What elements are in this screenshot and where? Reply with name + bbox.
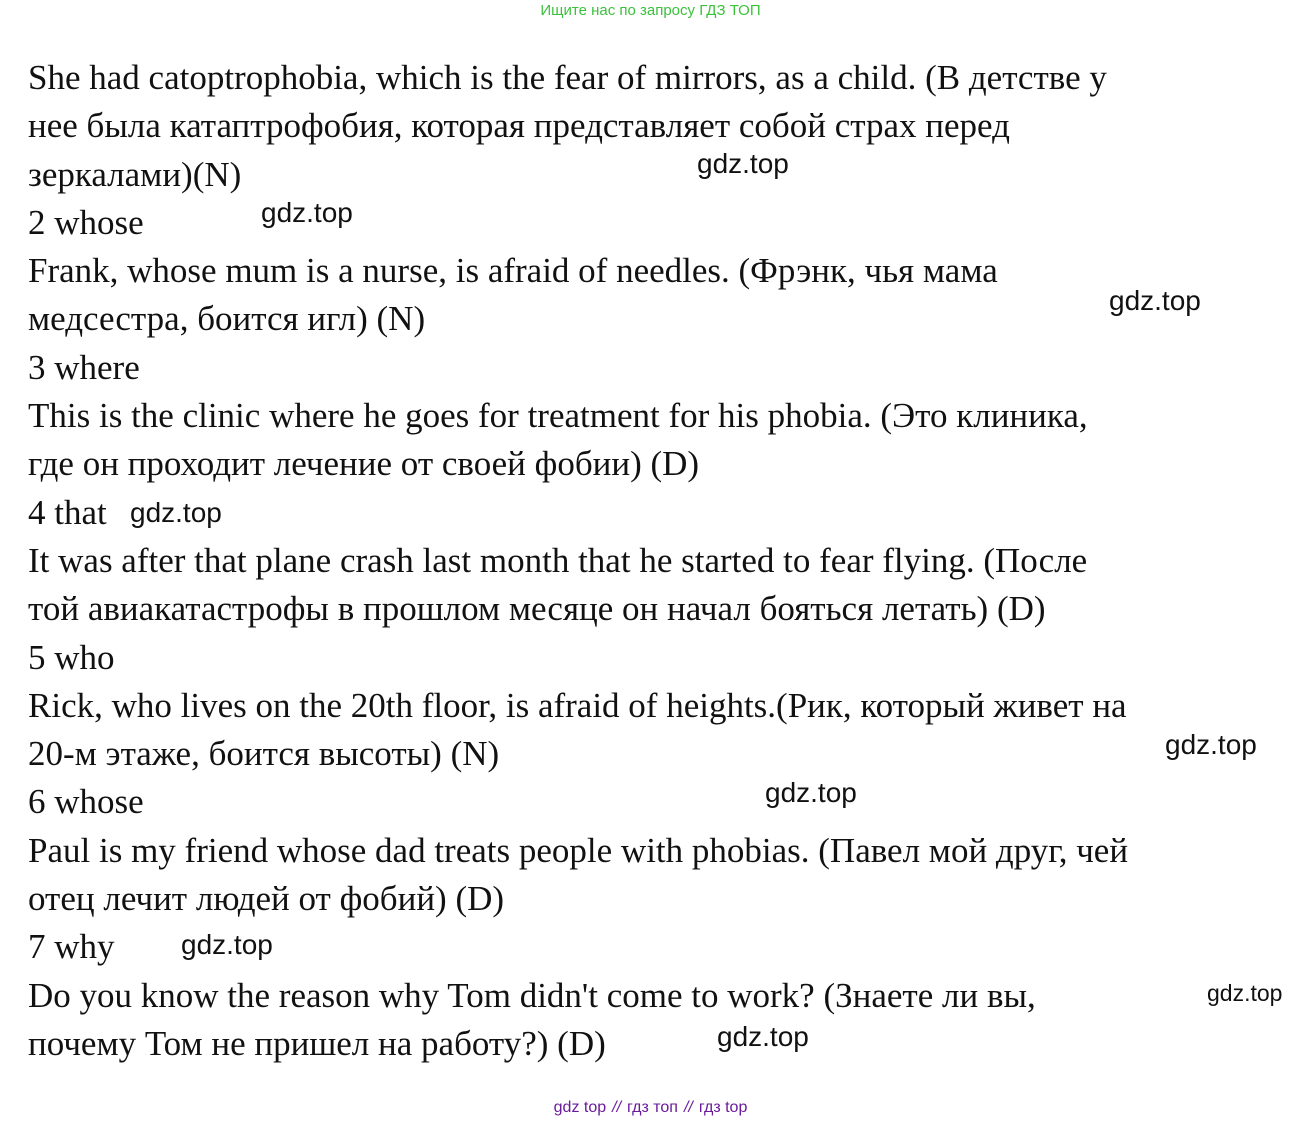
footer-link[interactable]: гдз top: [698, 1099, 748, 1116]
text-line: Paul is my friend whose dad treats people with phobias. (Павел мой друг, чей: [28, 830, 1129, 870]
answer-text-block: [28, 54, 1278, 1068]
watermark: gdz.top: [697, 148, 789, 179]
item-heading: 2 whose: [28, 202, 144, 242]
footer-separator: //: [612, 1099, 622, 1116]
watermark: gdz.top: [1207, 980, 1283, 1006]
watermark: gdz.top: [261, 197, 353, 228]
text-line: Rick, who lives on the 20th floor, is afraid of heights.(Рик, который живет на: [28, 685, 1127, 725]
text-line: This is the clinic where he goes for treatment for his phobia. (Это клиника,: [28, 396, 1088, 436]
item-heading: 3 where: [28, 347, 140, 387]
text-line: медсестра, боится игл) (N): [28, 299, 426, 339]
item-heading: 6 whose: [28, 782, 144, 822]
footer: [0, 1099, 1301, 1117]
watermark: gdz.top: [130, 497, 222, 528]
text-line: It was after that plane crash last month that he started to fear flying. (После: [28, 540, 1088, 580]
text-line: She had catoptrophobia, which is the fear of mirrors, as a child. (В детстве у: [28, 58, 1107, 97]
footer-link[interactable]: гдз топ: [627, 1099, 678, 1116]
text-line: почему Том не пришел на работу?) (D): [28, 1023, 606, 1063]
item-heading: 4 that: [28, 492, 107, 532]
footer-separator: //: [683, 1099, 693, 1116]
text-line: отец лечит людей от фобий) (D): [28, 879, 505, 919]
text-line: где он проходит лечение от своей фобии) (D): [28, 444, 700, 484]
text-line: нее была катаптрофобия, которая представляет собой страх перед: [28, 106, 1010, 146]
footer-link[interactable]: gdz top: [553, 1099, 607, 1116]
text-line: зеркалами)(N): [28, 154, 242, 194]
text-line: Do you know the reason why Tom didn't come to work? (Знаете ли вы,: [28, 975, 1036, 1015]
watermark: gdz.top: [765, 777, 857, 808]
watermark: gdz.top: [717, 1021, 809, 1052]
watermark: gdz.top: [1109, 285, 1201, 316]
watermark: gdz.top: [1165, 729, 1257, 760]
text-line: той авиакатастрофы в прошлом месяце он начал бояться летать) (D): [28, 589, 1046, 629]
text-line: 20-м этаже, боится высоты) (N): [28, 734, 500, 774]
watermark: gdz.top: [181, 929, 273, 960]
item-heading: 7 why: [28, 927, 115, 967]
top-banner: Ищите нас по запросу ГДЗ ТОП: [540, 2, 761, 19]
item-heading: 5 who: [28, 637, 115, 677]
text-line: Frank, whose mum is a nurse, is afraid of needles. (Фрэнк, чья мама: [28, 251, 998, 291]
